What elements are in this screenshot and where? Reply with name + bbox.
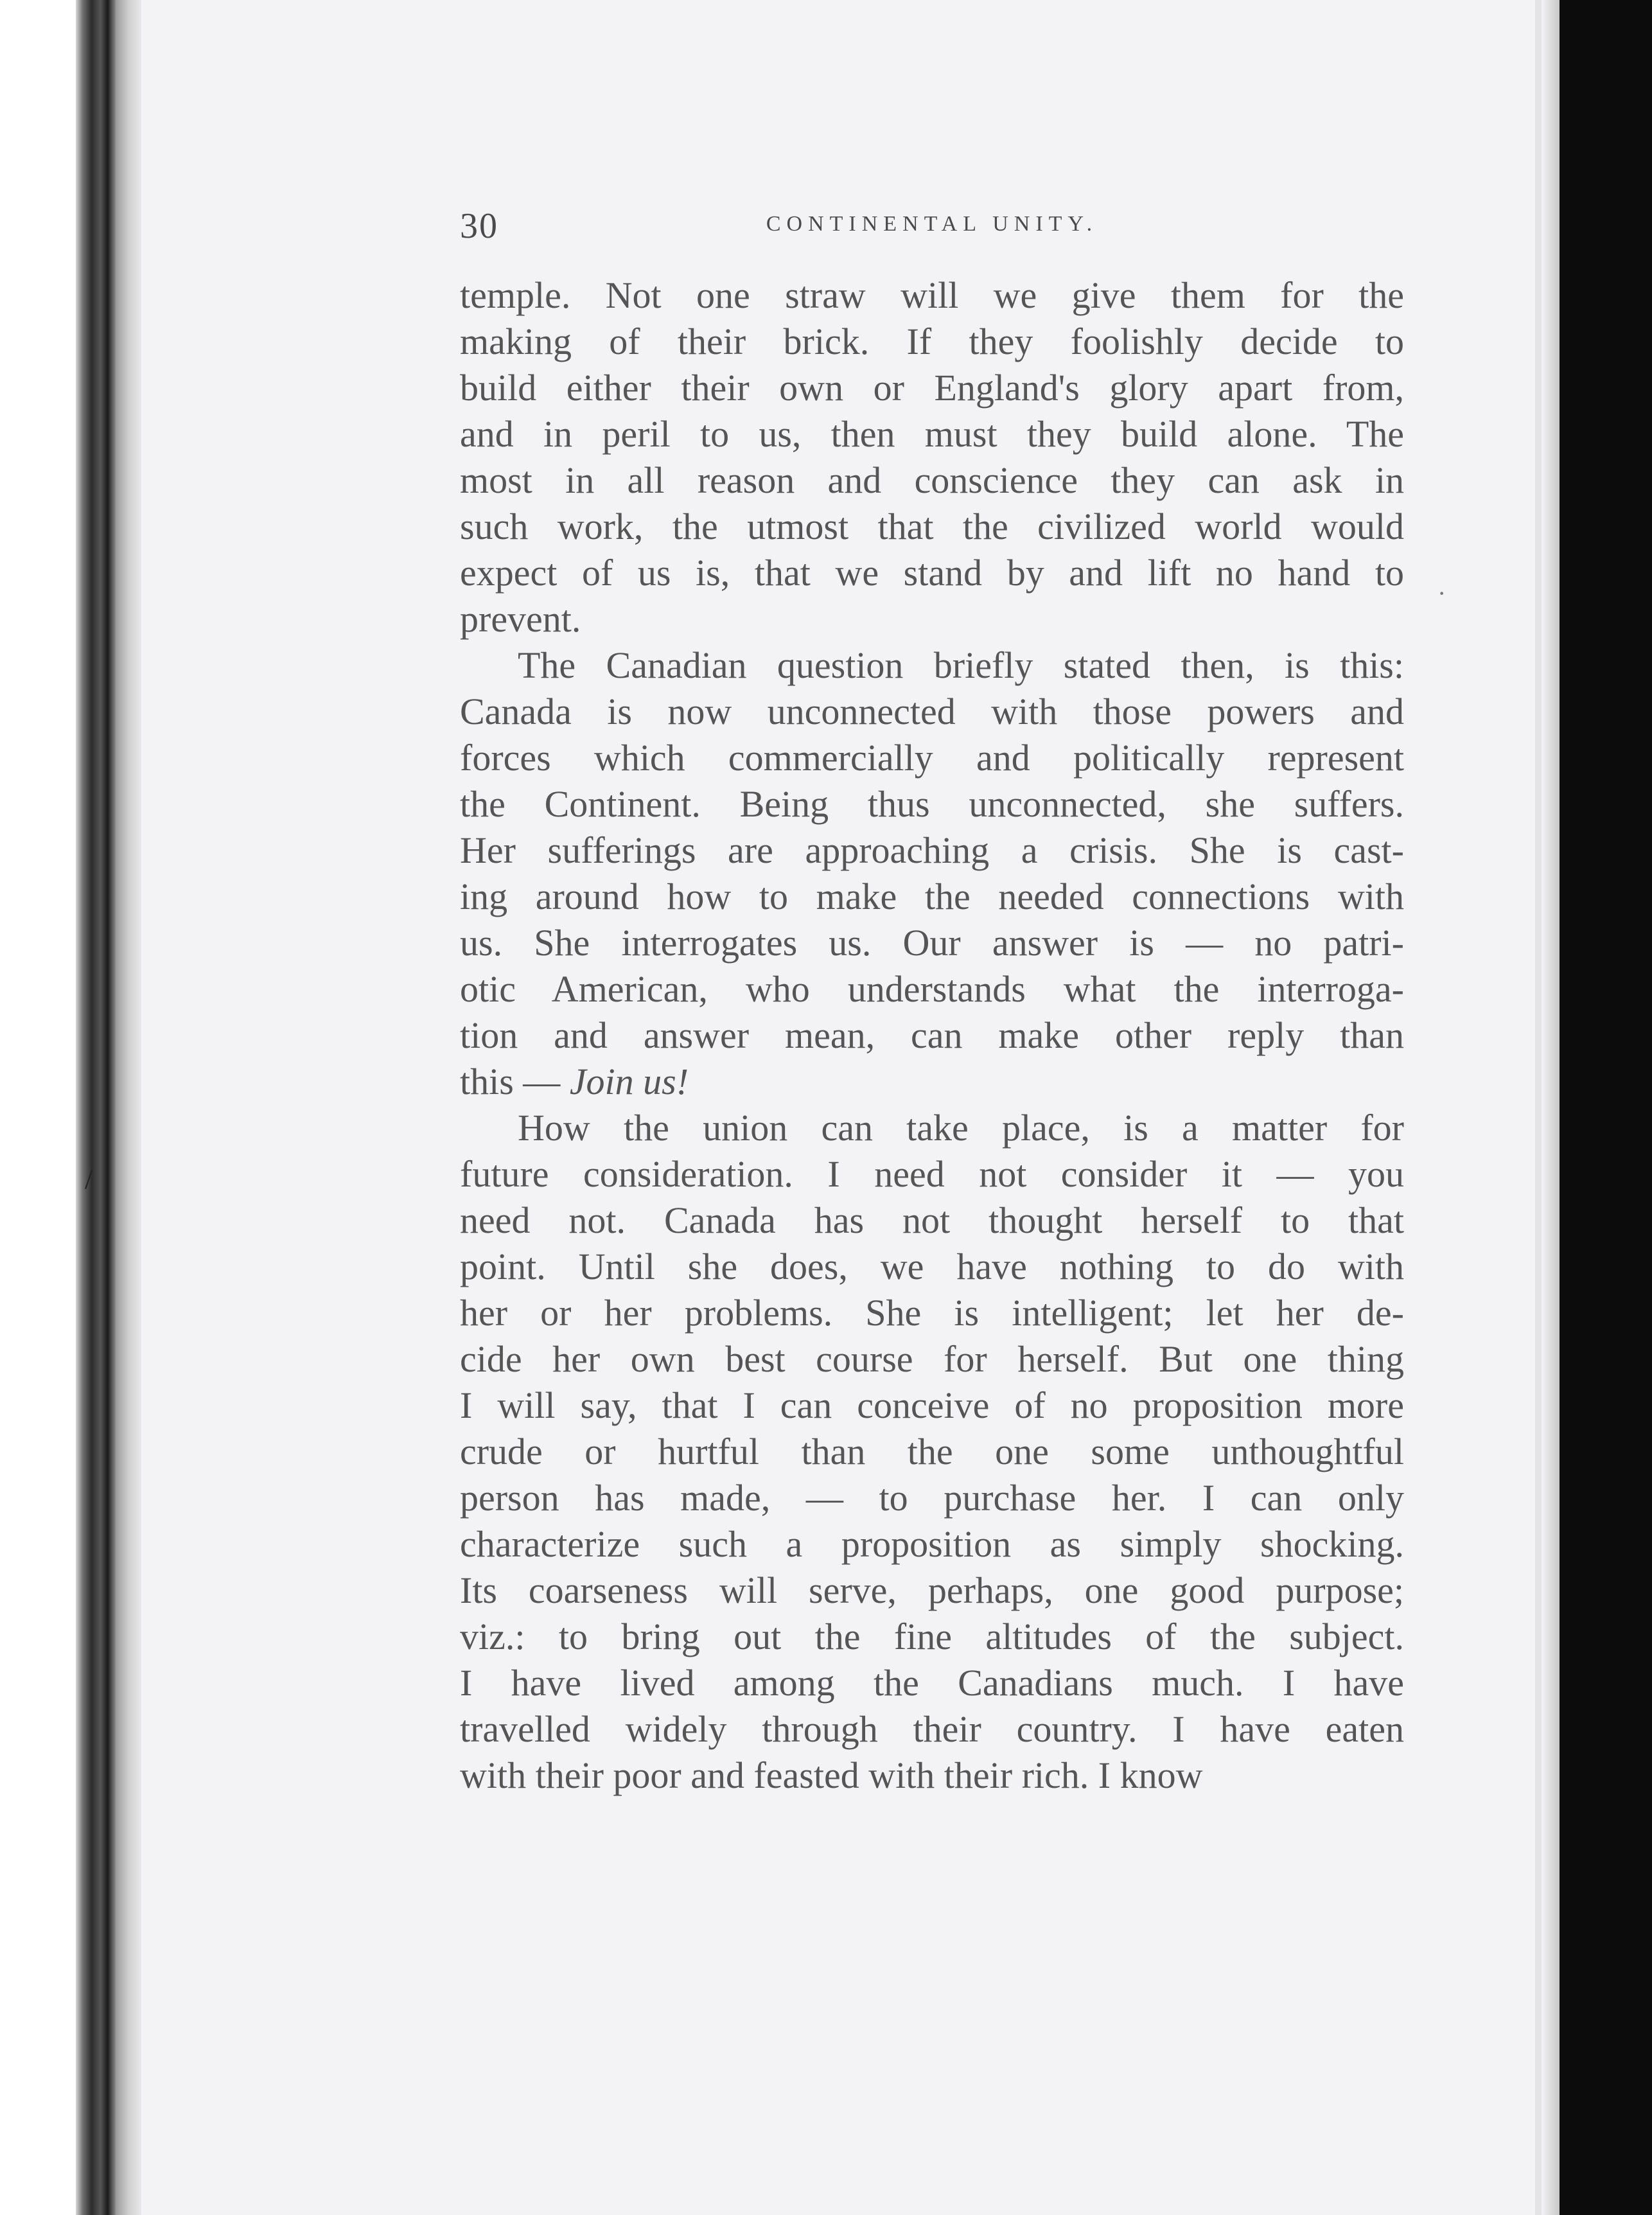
text-line: ing around how to make the needed connections with <box>460 876 1404 917</box>
text-line: tion and answer mean, can make other reply than <box>460 1014 1404 1056</box>
text-line <box>460 1059 1404 1105</box>
text-line: temple. Not one straw will we give them for the <box>460 274 1404 316</box>
text-line-prefix: this — <box>460 1061 570 1102</box>
text-line: crude or hurtful than the one some unthoughtful <box>460 1431 1404 1472</box>
body-text <box>460 272 1404 1799</box>
text-line: making of their brick. If they foolishly decide to <box>460 321 1404 362</box>
text-line: characterize such a proposition as simply shocking. <box>460 1523 1404 1565</box>
text-line: future consideration. I need not consider it — you <box>460 1153 1404 1195</box>
running-head: CONTINENTAL UNITY. <box>766 212 1098 236</box>
margin-tick-mark: / <box>85 1163 93 1195</box>
text-line: prevent. <box>460 598 581 640</box>
text-line: otic American, who understands what the interroga- <box>460 968 1404 1010</box>
margin-tick-mark: · <box>1437 579 1446 608</box>
text-line: us. She interrogates us. Our answer is — no patri- <box>460 922 1404 964</box>
paragraph <box>460 642 1404 1105</box>
scan-background-right <box>1560 0 1652 2215</box>
text-line: The Canadian question briefly stated then, is this: <box>518 644 1404 686</box>
page-shadow-left <box>116 0 141 2215</box>
page-number: 30 <box>460 206 498 246</box>
text-line: and in peril to us, then must they build alone. The <box>460 413 1404 455</box>
text-line: person has made, — to purchase her. I can only <box>460 1477 1404 1519</box>
text-line: Its coarseness will serve, perhaps, one good purpose; <box>460 1569 1404 1611</box>
text-line: I have lived among the Canadians much. I have <box>460 1662 1404 1704</box>
page-header <box>460 206 1404 244</box>
paragraph <box>460 1105 1404 1799</box>
text-line: the Continent. Being thus unconnected, she suffers. <box>460 783 1404 825</box>
text-line: such work, the utmost that the civilized world would <box>460 506 1404 547</box>
text-line: travelled widely through their country. I have eaten <box>460 1708 1404 1750</box>
text-line: Canada is now unconnected with those powers and <box>460 691 1404 732</box>
text-line: Her sufferings are approaching a crisis. She is cast- <box>460 829 1404 871</box>
text-line: expect of us is, that we stand by and lift no hand to <box>460 552 1404 594</box>
text-line: I will say, that I can conceive of no proposition more <box>460 1384 1404 1426</box>
text-line: cide her own best course for herself. But one thing <box>460 1338 1404 1380</box>
paragraph <box>460 272 1404 642</box>
text-line: How the union can take place, is a matter for <box>518 1107 1404 1149</box>
text-line: viz.: to bring out the fine altitudes of the subject. <box>460 1616 1404 1657</box>
page-shadow-right <box>1542 0 1560 2215</box>
text-line: most in all reason and conscience they can ask in <box>460 459 1404 501</box>
text-line: her or her problems. She is intelligent; let her de- <box>460 1292 1404 1334</box>
text-line: with their poor and feasted with their rich. I know <box>460 1754 1203 1796</box>
text-line: need not. Canada has not thought herself to that <box>460 1199 1404 1241</box>
italic-emphasis: Join us! <box>569 1061 689 1102</box>
book-spine-edge <box>76 0 116 2215</box>
text-line: build either their own or England's glory apart from, <box>460 367 1404 409</box>
text-line: forces which commercially and politically represent <box>460 737 1404 779</box>
text-line: point. Until she does, we have nothing to do with <box>460 1246 1404 1287</box>
